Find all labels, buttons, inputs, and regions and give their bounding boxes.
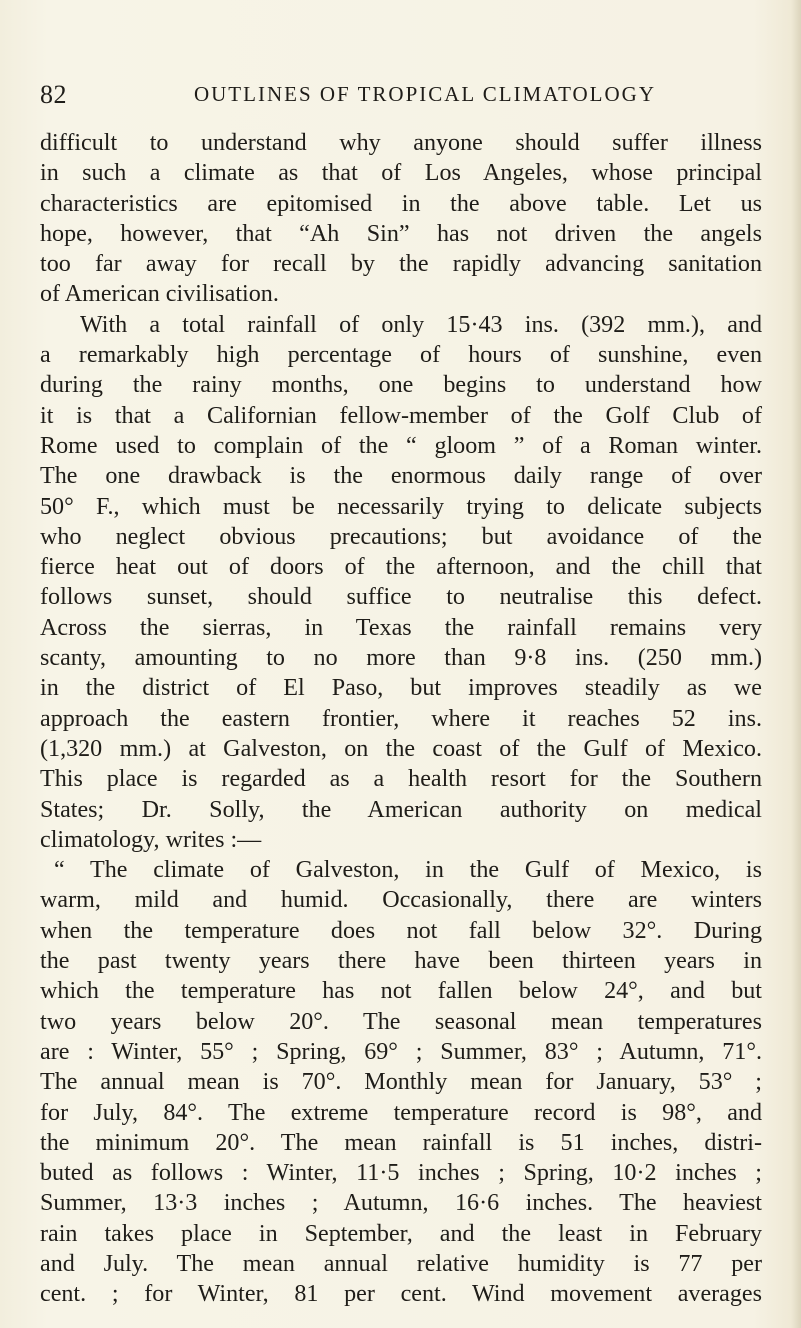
text-line: The one drawback is the enormous daily range of over [40,463,762,490]
running-head: OUTLINES OF TROPICAL CLIMATOLOGY [193,82,657,106]
text-line: scanty, amounting to no more than 9·8 ins. (250 mm.) [40,645,762,672]
page-number: 82 [40,80,67,109]
text-line: This place is regarded as a health resort for the Southern [40,766,762,793]
text-line: approach the eastern frontier, where it reaches 52 ins. [40,705,762,732]
page-header [40,80,760,114]
text-line: in such a climate as that of Los Angeles, whose principal [40,160,762,187]
text-line: during the rainy months, one begins to understand how [40,372,762,399]
text-line: a remarkably high percentage of hours of sunshine, even [40,342,762,369]
text-line: fierce heat out of doors of the afternoon, and the chill that [40,554,762,581]
quote-line: Summer, 13·3 inches ; Autumn, 16·6 inches. The heaviest [40,1190,762,1217]
quote-line: for July, 84°. The extreme temperature record is 98°, and [40,1099,762,1126]
text-line: climatology, writes :— [40,826,262,853]
quote-line: buted as follows : Winter, 11·5 inches ; Spring, 10·2 inches ; [40,1160,762,1187]
text-line: (1,320 mm.) at Galveston, on the coast of the Gulf of Mexico. [40,735,762,762]
text-line: difficult to understand why anyone should suffer illness [40,130,762,156]
text-line: 50° F., which must be necessarily trying to delicate subjects [40,493,762,520]
quote-line: warm, mild and humid. Occasionally, there are winters [40,887,762,914]
text-line: in the district of El Paso, but improves steadily as we [40,675,762,702]
quote-line: two years below 20°. The seasonal mean temperatures [40,1008,762,1035]
text-line: characteristics are epitomised in the above table. Let us [40,190,762,217]
quote-line: “ The climate of Galveston, in the Gulf of Mexico, is [54,857,762,884]
quote-line: which the temperature has not fallen below 24°, and but [40,978,762,1005]
quote-line: are : Winter, 55° ; Spring, 69° ; Summer, 83° ; Autumn, 71°. [40,1038,762,1065]
text-line: hope, however, that “Ah Sin” has not driven the angels [40,220,762,247]
quote-line: the minimum 20°. The mean rainfall is 51 inches, distri- [40,1129,762,1156]
text-line: who neglect obvious precautions; but avoidance of the [40,523,762,550]
text-line: follows sunset, should suffice to neutralise this defect. [40,584,762,611]
text-line: it is that a Californian fellow-member of the Golf Club of [40,402,762,429]
text-line: too far away for recall by the rapidly advancing sanitation [40,251,762,278]
quote-line: rain takes place in September, and the least in February [40,1220,762,1247]
text-line: With a total rainfall of only 15·43 ins. (392 mm.), and [80,311,762,338]
body-text [40,128,762,1310]
quote-line: The annual mean is 70°. Monthly mean for January, 53° ; [40,1069,762,1096]
text-line: Across the sierras, in Texas the rainfall remains very [40,614,762,641]
text-line: Rome used to complain of the “ gloom ” of a Roman winter. [40,432,762,459]
page-edge-shadow [791,0,801,1328]
quote-line: and July. The mean annual relative humidity is 77 per [40,1250,762,1277]
quote-line: cent. ; for Winter, 81 per cent. Wind movement averages [40,1281,762,1308]
quote-line: the past twenty years there have been thirteen years in [40,948,762,975]
quote-line: when the temperature does not fall below 32°. During [40,917,762,944]
text-line: of American civilisation. [40,281,279,308]
text-line: States; Dr. Solly, the American authority on medical [40,796,762,823]
